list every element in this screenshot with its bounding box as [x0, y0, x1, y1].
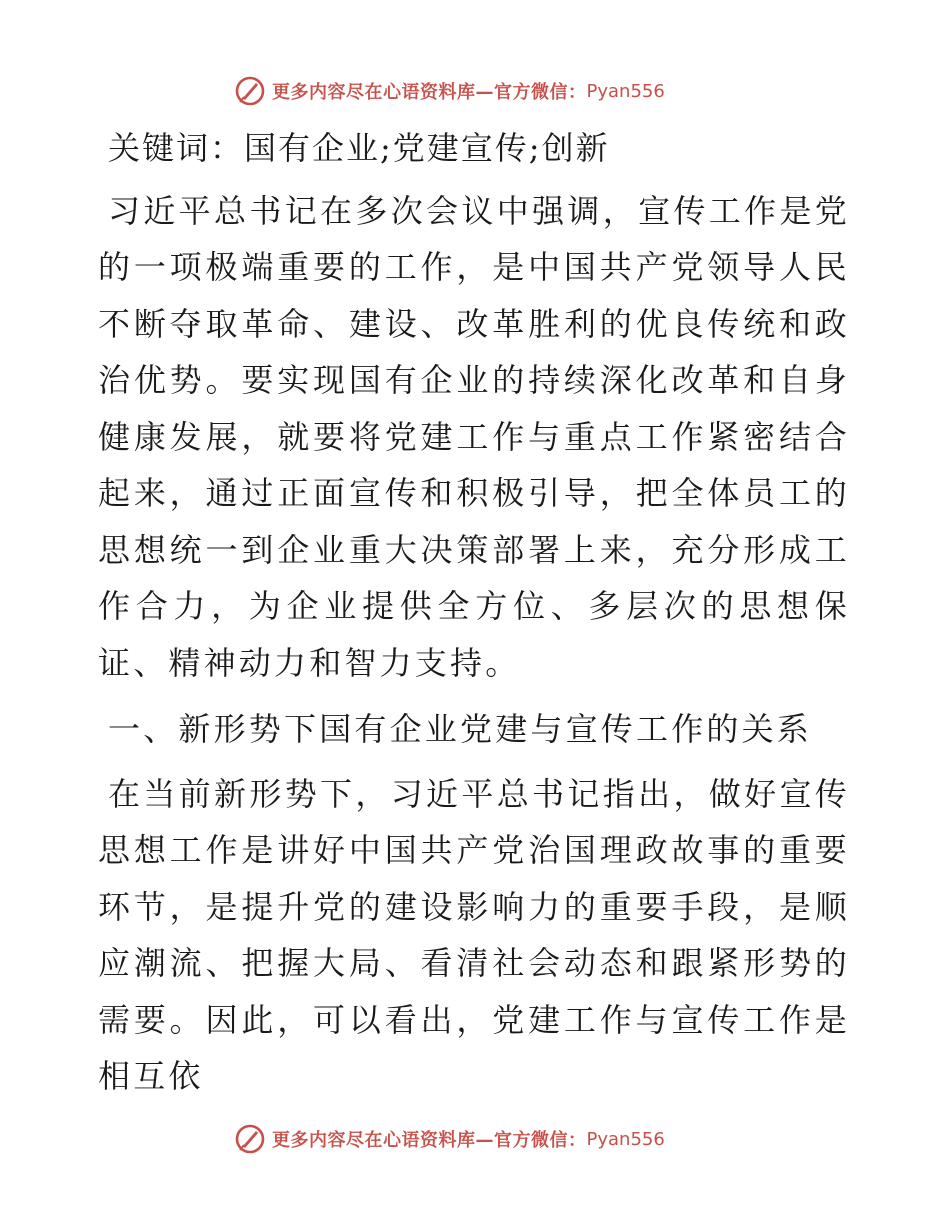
section-heading: 一、新形势下国有企业党建与宣传工作的关系: [108, 710, 813, 748]
document-body: [98, 120, 850, 1105]
paragraph-relation: 在当前新形势下，习近平总书记指出，做好宣传思想工作是讲好中国共产党治国理政故事的重要环节，是提升党的建设影响力的重要手段，是顺应潮流、把握大局、看清社会动态和跟紧形势的需要。因此，可以看出，党建工作与宣传工作是相互依: [98, 774, 850, 1095]
footer-banner: [234, 1122, 665, 1156]
quill-seal-icon: [234, 75, 266, 107]
banner-text: 更多内容尽在心语资料库—官方微信：: [272, 1130, 587, 1151]
banner-text: 更多内容尽在心语资料库—官方微信：: [272, 82, 587, 103]
quill-seal-icon: [234, 1123, 266, 1155]
keywords-line: 关键词：国有企业;党建宣传;创新: [108, 129, 610, 167]
header-banner: [234, 74, 665, 108]
paragraph-intro: 习近平总书记在多次会议中强调，宣传工作是党的一项极端重要的工作，是中国共产党领导人民不断夺取革命、建设、改革胜利的优良传统和政治优势。要实现国有企业的持续深化改革和自身健康发展，就要将党建工作与重点工作紧密结合起来，通过正面宣传和积极引导，把全体员工的思想统一到企业重大决策部署上来，充分形成工作合力，为企业提供全方位、多层次的思想保证、精神动力和智力支持。: [98, 191, 850, 682]
wechat-id: Pyan556: [586, 80, 665, 102]
wechat-id: Pyan556: [586, 1128, 665, 1150]
